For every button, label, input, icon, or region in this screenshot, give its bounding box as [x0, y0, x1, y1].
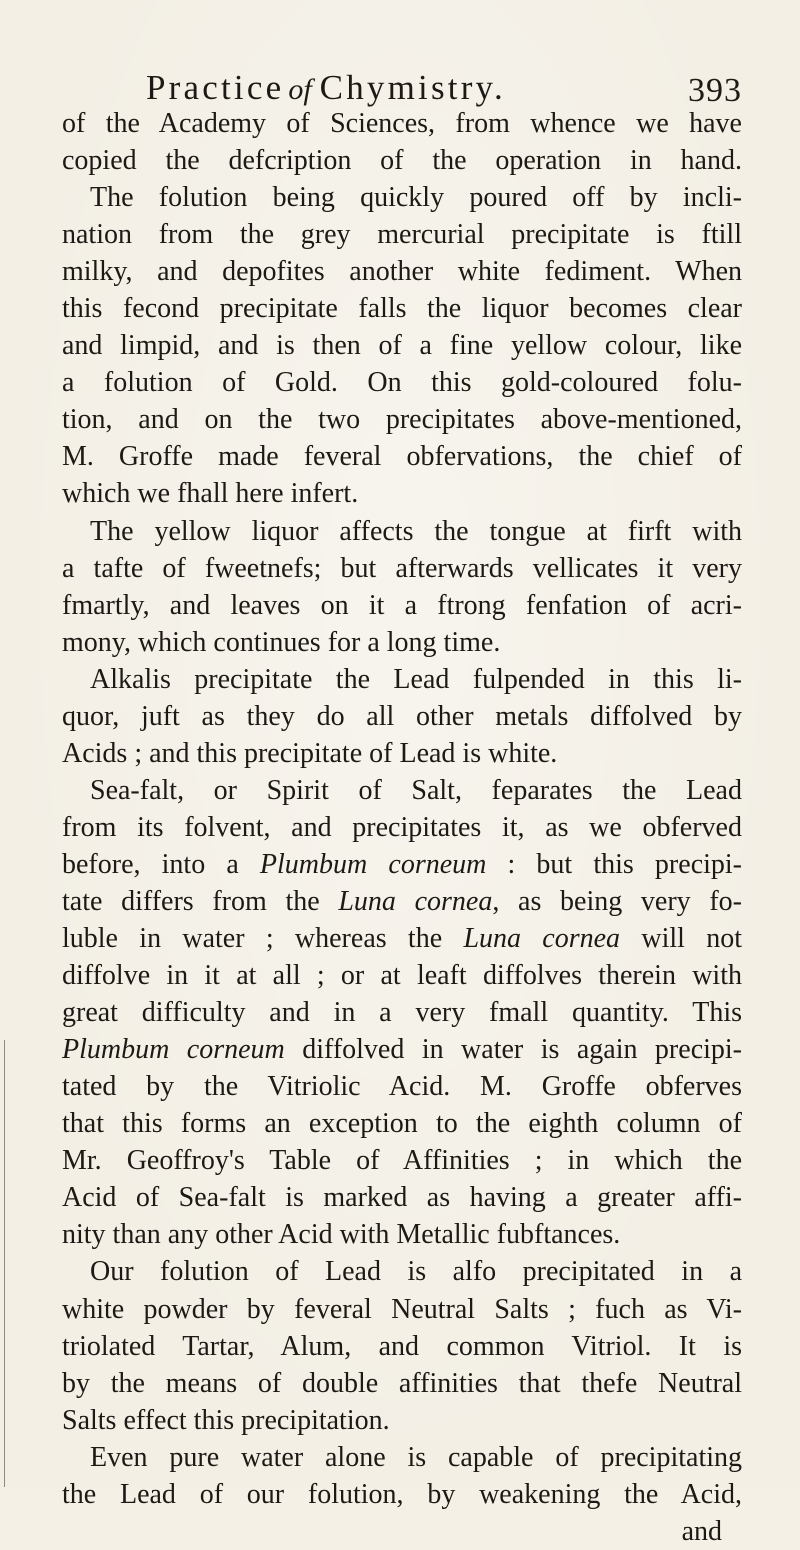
text-run: will not — [620, 923, 742, 955]
text-line: from its folvent, and precipitates it, as we obferved — [62, 811, 742, 843]
text-line: quor, juft as they do all other metals diffolved by — [62, 700, 742, 732]
gutter-edge — [4, 1040, 5, 1487]
italic-term: Plumbum corneum — [259, 848, 487, 880]
text-line: which we fhall here infert. — [62, 478, 359, 510]
text-line: Salts effect this precipitation. — [62, 1404, 390, 1436]
text-line: copied the defcription of the operation in hand. — [62, 145, 742, 177]
text-line: Acid of Sea-falt is marked as having a greater affi- — [62, 1182, 742, 1214]
text-line — [62, 883, 742, 920]
page-number: 393 — [688, 72, 742, 109]
text-line: this fecond precipitate falls the liquor becomes clear — [62, 293, 742, 325]
text-line: Our folution of Lead is alfo precipitated in a — [90, 1256, 742, 1288]
running-title-of: of — [288, 73, 312, 106]
text-line: that this forms an exception to the eighth column of — [62, 1108, 742, 1140]
text-line: nation from the grey mercurial precipitate is ftill — [62, 219, 742, 251]
text-line: by the means of double affinities that thefe Neutral — [62, 1367, 742, 1399]
text-line: Acids ; and this precipitate of Lead is white. — [62, 737, 558, 769]
running-title-chymistry: Chymistry. — [319, 68, 506, 107]
text-line: fmartly, and leaves on it a ftrong fenfation of acri- — [62, 589, 742, 621]
text-line: M. Groffe made feveral obfervations, the chief of — [62, 441, 742, 473]
text-line: and limpid, and is then of a fine yellow colour, like — [62, 330, 742, 362]
text-line: Alkalis precipitate the Lead fulpended in this li- — [90, 663, 742, 695]
text-line: of the Academy of Sciences, from whence we have — [62, 108, 742, 139]
text-line — [62, 1031, 742, 1068]
text-line: triolated Tartar, Alum, and common Vitriol. It is — [62, 1330, 742, 1362]
text-line: Sea-falt, or Spirit of Salt, feparates the Lead — [90, 774, 742, 806]
italic-term: Plumbum corneum — [62, 1034, 285, 1066]
running-title — [146, 68, 506, 108]
text-run: luble in water ; whereas the — [62, 923, 464, 955]
text-line — [62, 920, 742, 957]
text-line: The folution being quickly poured off by incli- — [90, 182, 742, 214]
text-run: tate differs from the — [62, 885, 339, 917]
text-line: The yellow liquor affects the tongue at firft with — [90, 515, 742, 547]
text-run: before, into a — [62, 848, 260, 880]
text-line: nity than any other Acid with Metallic fubftances. — [62, 1219, 621, 1251]
italic-term: Luna cornea — [463, 923, 621, 955]
text-line: diffolve in it at all ; or at leaft diffolves therein with — [62, 960, 742, 992]
text-line: a tafte of fweetnefs; but afterwards vellicates it very — [62, 552, 742, 584]
text-line: tion, and on the two precipitates above-mentioned, — [62, 404, 742, 436]
text-line: mony, which continues for a long time. — [62, 626, 501, 658]
text-line: Mr. Geoffroy's Table of Affinities ; in which the — [62, 1145, 742, 1177]
text-run: , as being very fo- — [492, 885, 743, 917]
text-line: white powder by feveral Neutral Salts ; fuch as Vi- — [62, 1293, 742, 1325]
italic-term: Luna cornea — [338, 885, 493, 917]
catchword: and — [681, 1515, 722, 1547]
text-run: diffolved in water is again precipi- — [284, 1034, 742, 1066]
text-line: great difficulty and in a very fmall quantity. This — [62, 997, 742, 1029]
running-title-practice: Practice — [146, 68, 285, 107]
text-line: the Lead of our folution, by weakening the Acid, — [62, 1478, 742, 1510]
text-line: tated by the Vitriolic Acid. M. Groffe obferves — [62, 1071, 742, 1103]
text-line: milky, and depofites another white fediment. When — [62, 256, 742, 288]
text-run: : but this precipi- — [486, 848, 742, 880]
body-text — [62, 105, 742, 1550]
text-line: Even pure water alone is capable of precipitating — [90, 1441, 742, 1473]
text-line: a folution of Gold. On this gold-coloured folu- — [62, 367, 742, 399]
text-line — [62, 846, 742, 883]
